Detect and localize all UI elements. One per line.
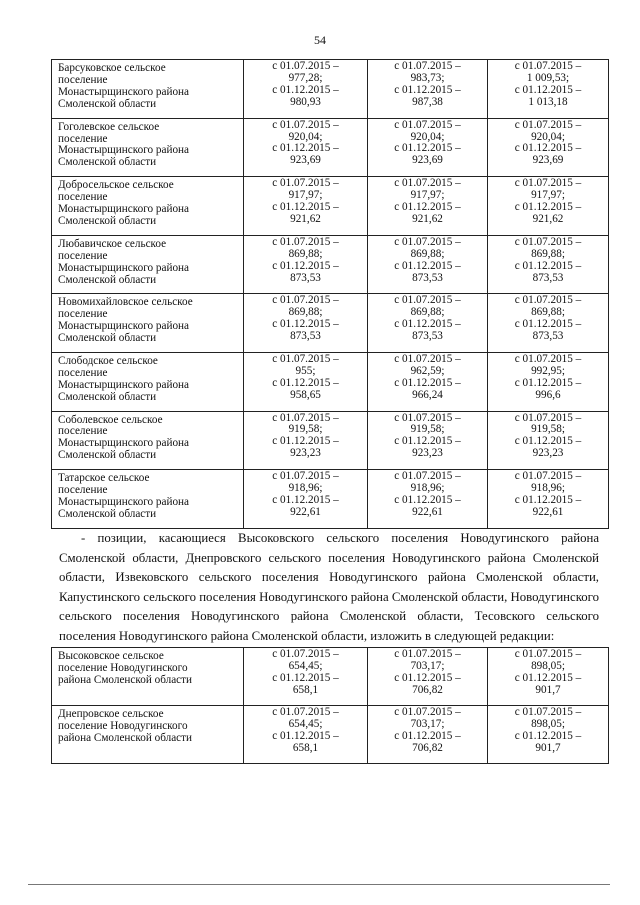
tariff-value-line: с 01.07.2015 –: [272, 235, 339, 248]
tariff-value-line: с 01.12.2015 –: [514, 376, 582, 389]
tariff-value-cell-2: [368, 235, 488, 294]
tariff-value-line: 869,88;: [531, 247, 565, 260]
settlement-name-cell: [52, 118, 244, 177]
amendment-paragraph: - позиции, касающиеся Высоковского сельского поселения Новодугинского района Смоленской области, Днепровского сельского поселения Новодугинского района Смоленской области, Извековского сельского поселения Новодугинского района Смоленской области, Капустинского сельского поселения Новодугинского района Смоленской области, Новодугинского сельского поселения Новодугинского района Смоленской области, Тесовского сельского поселения Новодугинского района Смоленской области, изложить в следующей редакции:: [59, 531, 599, 643]
tariff-value-line: с 01.12.2015 –: [272, 318, 339, 331]
tariff-value-line: 923,23: [412, 447, 443, 460]
tariff-value-cell-3: [488, 706, 609, 764]
tariff-value-line: с 01.12.2015 –: [514, 493, 582, 506]
tariff-value-line: 921,62: [412, 212, 443, 225]
table-row: [52, 118, 609, 177]
tariff-value-line: с 01.07.2015 –: [514, 411, 582, 424]
tariff-value-line: с 01.12.2015 –: [272, 729, 339, 742]
tariff-value-line: с 01.07.2015 –: [394, 411, 461, 424]
tariff-value-line: 1 009,53;: [526, 71, 570, 84]
tariff-value-line: 977,28;: [288, 71, 323, 84]
tariff-value-line: с 01.07.2015 –: [272, 60, 339, 72]
settlement-name-cell: [52, 352, 244, 411]
tariff-value-line: с 01.12.2015 –: [514, 435, 582, 448]
settlement-name-line: Смоленской области: [58, 507, 157, 520]
tariff-value-line: с 01.07.2015 –: [514, 294, 582, 307]
tariff-value-line: с 01.12.2015 –: [272, 671, 339, 684]
tariff-value-line: 987,38: [412, 95, 443, 108]
tariff-value-line: с 01.12.2015 –: [394, 493, 461, 506]
tariff-value-line: с 01.12.2015 –: [394, 318, 461, 331]
tariff-value-line: 873,53: [532, 271, 564, 284]
settlement-name-line: района Смоленской области: [58, 673, 193, 686]
table-row: [52, 470, 609, 529]
tariff-value-line: с 01.07.2015 –: [514, 60, 582, 72]
tariff-value-line: 654,45;: [288, 717, 323, 730]
tariff-value-line: 901,7: [535, 741, 561, 754]
tariff-value-line: с 01.07.2015 –: [394, 235, 461, 248]
tariff-value-line: с 01.12.2015 –: [272, 259, 339, 272]
tariff-value-line: с 01.12.2015 –: [272, 201, 339, 213]
tariff-value-line: с 01.07.2015 –: [514, 118, 582, 131]
tariff-table-monastyrshchinsky: [51, 59, 609, 529]
settlement-name-line: Днепровское сельское: [58, 708, 164, 720]
tariff-value-line: 873,53: [412, 330, 443, 343]
tariff-value-line: 917,97;: [531, 189, 565, 202]
tariff-value-line: 922,61: [532, 505, 564, 518]
settlement-name-line: Смоленской области: [58, 390, 157, 403]
tariff-value-line: 919,58;: [288, 423, 323, 436]
table-row: [52, 706, 609, 764]
settlement-name-line: Монастырщинского района: [58, 378, 189, 391]
settlement-name-line: Монастырщинского района: [58, 144, 189, 157]
tariff-value-line: 923,69: [290, 154, 321, 167]
tariff-value-cell-2: [368, 411, 488, 470]
tariff-value-cell-1: [244, 648, 368, 706]
tariff-value-line: с 01.12.2015 –: [272, 142, 339, 155]
tariff-value-line: с 01.07.2015 –: [272, 648, 339, 660]
tariff-value-cell-3: [488, 235, 609, 294]
settlement-name-line: Смоленской области: [58, 332, 157, 345]
tariff-value-line: 958,65: [290, 388, 321, 401]
settlement-name-cell: [52, 294, 244, 353]
tariff-value-cell-1: [244, 411, 368, 470]
tariff-value-line: 918,96;: [531, 482, 565, 495]
tariff-value-line: с 01.12.2015 –: [394, 435, 461, 448]
tariff-value-line: 923,69: [532, 154, 564, 167]
tariff-value-line: 1 013,18: [528, 95, 568, 108]
tariff-value-line: с 01.12.2015 –: [394, 259, 461, 272]
settlement-name-line: поселение: [58, 308, 108, 321]
tariff-value-line: 920,04;: [410, 130, 445, 143]
tariff-value-line: 921,62: [532, 212, 564, 225]
settlement-name-line: поселение: [58, 73, 108, 86]
tariff-value-line: с 01.07.2015 –: [272, 118, 339, 131]
tariff-value-cell-2: [368, 294, 488, 353]
tariff-value-line: 923,69: [412, 154, 443, 167]
table-row: [52, 177, 609, 236]
tariff-value-cell-3: [488, 294, 609, 353]
tariff-value-line: 703,17;: [410, 659, 445, 672]
table-row: [52, 60, 609, 119]
settlement-name-line: Новомихайловское сельское: [58, 296, 193, 309]
tariff-value-line: с 01.12.2015 –: [514, 729, 582, 742]
settlement-name-cell: [52, 235, 244, 294]
tariff-value-line: с 01.07.2015 –: [272, 177, 339, 190]
tariff-value-line: 873,53: [290, 271, 321, 284]
tariff-value-line: с 01.07.2015 –: [394, 352, 461, 365]
tariff-value-line: с 01.07.2015 –: [272, 352, 339, 365]
tariff-value-line: с 01.07.2015 –: [514, 706, 582, 718]
tariff-value-cell-3: [488, 470, 609, 529]
page-number: 54: [314, 33, 326, 47]
tariff-table-novodugino: [51, 647, 609, 764]
table-row: [52, 235, 609, 294]
tariff-value-line: с 01.07.2015 –: [394, 177, 461, 190]
settlement-name-line: Монастырщинского района: [58, 320, 189, 333]
settlement-name-line: поселение: [58, 132, 108, 145]
tariff-value-line: 898,05;: [531, 659, 565, 672]
tariff-value-cell-1: [244, 706, 368, 764]
page-bottom-rule: [28, 884, 610, 885]
tariff-value-line: с 01.12.2015 –: [272, 435, 339, 448]
tariff-value-line: 873,53: [290, 330, 321, 343]
tariff-value-line: 654,45;: [288, 659, 323, 672]
settlement-name-cell: [52, 470, 244, 529]
settlement-name-line: Высоковское сельское: [58, 650, 164, 662]
tariff-value-line: 917,97;: [410, 189, 445, 202]
tariff-value-line: 898,05;: [531, 717, 565, 730]
tariff-value-line: с 01.12.2015 –: [514, 142, 582, 155]
tariff-value-cell-1: [244, 60, 368, 119]
tariff-value-cell-1: [244, 352, 368, 411]
tariff-value-line: 919,58;: [531, 423, 565, 436]
tariff-value-line: 869,88;: [410, 306, 445, 319]
tariff-value-cell-3: [488, 411, 609, 470]
settlement-name-line: района Смоленской области: [58, 731, 193, 744]
table-row: [52, 352, 609, 411]
tariff-value-line: 873,53: [532, 330, 564, 343]
tariff-value-line: с 01.07.2015 –: [394, 470, 461, 483]
tariff-value-line: 703,17;: [410, 717, 445, 730]
settlement-name-line: поселение Новодугинского: [58, 719, 188, 732]
table-body: [52, 648, 609, 764]
settlement-name-line: Смоленской области: [58, 214, 157, 227]
tariff-value-line: с 01.07.2015 –: [272, 411, 339, 424]
tariff-value-line: 917,97;: [288, 189, 323, 202]
tariff-value-line: 901,7: [535, 683, 561, 696]
tariff-value-cell-2: [368, 118, 488, 177]
tariff-value-line: с 01.12.2015 –: [514, 201, 582, 213]
settlement-name-line: Монастырщинского района: [58, 203, 189, 215]
tariff-value-line: с 01.07.2015 –: [514, 235, 582, 248]
settlement-name-line: Монастырщинского района: [58, 85, 189, 98]
tariff-value-line: с 01.12.2015 –: [394, 201, 461, 213]
tariff-value-line: с 01.07.2015 –: [394, 294, 461, 307]
tariff-value-line: с 01.07.2015 –: [514, 648, 582, 660]
tariff-value-cell-3: [488, 60, 609, 119]
tariff-value-line: 658,1: [292, 741, 319, 754]
tariff-value-cell-1: [244, 470, 368, 529]
tariff-value-line: 869,88;: [410, 247, 445, 260]
settlement-name-line: поселение: [58, 249, 108, 262]
settlement-name-line: Барсуковское сельское: [58, 62, 166, 74]
tariff-value-line: с 01.07.2015 –: [394, 118, 461, 131]
tariff-value-cell-3: [488, 177, 609, 236]
tariff-value-line: с 01.12.2015 –: [514, 318, 582, 331]
settlement-name-line: Смоленской области: [58, 273, 157, 286]
tariff-value-cell-1: [244, 235, 368, 294]
settlement-name-line: поселение: [58, 191, 108, 204]
settlement-name-line: Любавичское сельское: [58, 237, 167, 250]
tariff-value-line: 658,1: [292, 683, 319, 696]
settlement-name-line: Слободское сельское: [58, 354, 158, 367]
settlement-name-line: Монастырщинского района: [58, 437, 189, 450]
table-body: [52, 60, 609, 529]
settlement-name-line: поселение: [58, 484, 108, 497]
tariff-value-cell-2: [368, 706, 488, 764]
tariff-value-cell-2: [368, 177, 488, 236]
settlement-name-line: Монастырщинского района: [58, 495, 189, 508]
settlement-name-cell: [52, 648, 244, 706]
tariff-value-line: 918,96;: [410, 482, 445, 495]
settlement-name-line: поселение: [58, 425, 108, 438]
table-row: [52, 411, 609, 470]
table-row: [52, 648, 609, 706]
tariff-value-line: с 01.12.2015 –: [394, 729, 461, 742]
tariff-value-line: с 01.07.2015 –: [394, 60, 461, 72]
tariff-value-line: с 01.07.2015 –: [514, 352, 582, 365]
tariff-value-line: 980,93: [290, 95, 321, 108]
tariff-value-line: с 01.12.2015 –: [394, 83, 461, 96]
tariff-value-cell-1: [244, 177, 368, 236]
settlement-name-cell: [52, 706, 244, 764]
tariff-value-cell-3: [488, 648, 609, 706]
tariff-value-line: с 01.12.2015 –: [394, 142, 461, 155]
settlement-name-cell: [52, 411, 244, 470]
tariff-value-line: с 01.12.2015 –: [272, 376, 339, 389]
settlement-name-line: Добросельское сельское: [58, 179, 174, 192]
tariff-value-cell-2: [368, 470, 488, 529]
settlement-name-line: Смоленской области: [58, 449, 157, 462]
tariff-value-line: 955;: [295, 364, 316, 377]
tariff-value-cell-2: [368, 648, 488, 706]
settlement-name-line: Соболевское сельское: [58, 413, 163, 426]
settlement-name-line: поселение: [58, 366, 108, 379]
tariff-value-line: 921,62: [290, 212, 321, 225]
tariff-value-line: 919,58;: [410, 423, 445, 436]
tariff-value-line: 869,88;: [288, 306, 323, 319]
settlement-name-line: Монастырщинского района: [58, 261, 189, 274]
settlement-name-cell: [52, 177, 244, 236]
settlement-name-line: Смоленской области: [58, 156, 157, 169]
tariff-value-line: 920,04;: [531, 130, 565, 143]
tariff-value-line: с 01.07.2015 –: [394, 706, 461, 718]
tariff-value-line: 706,82: [412, 683, 443, 696]
tariff-value-line: 869,88;: [288, 247, 323, 260]
tariff-value-line: с 01.07.2015 –: [272, 294, 339, 307]
tariff-value-line: с 01.12.2015 –: [514, 83, 582, 96]
tariff-value-line: с 01.12.2015 –: [514, 671, 582, 684]
tariff-value-line: с 01.07.2015 –: [272, 706, 339, 718]
tariff-value-line: 922,61: [290, 505, 321, 518]
tariff-value-line: 869,88;: [531, 306, 565, 319]
tariff-value-line: 992,95;: [531, 364, 565, 377]
settlement-name-line: Смоленской области: [58, 97, 157, 110]
tariff-value-line: с 01.07.2015 –: [272, 470, 339, 483]
tariff-value-cell-3: [488, 118, 609, 177]
tariff-value-cell-2: [368, 352, 488, 411]
tariff-value-cell-3: [488, 352, 609, 411]
tariff-value-line: с 01.12.2015 –: [394, 376, 461, 389]
tariff-value-cell-2: [368, 60, 488, 119]
tariff-value-cell-1: [244, 118, 368, 177]
tariff-value-cell-1: [244, 294, 368, 353]
tariff-value-line: 706,82: [412, 741, 443, 754]
tariff-value-line: с 01.12.2015 –: [394, 671, 461, 684]
tariff-value-line: 922,61: [412, 505, 443, 518]
settlement-name-line: Гоголевское сельское: [58, 120, 160, 133]
tariff-value-line: с 01.07.2015 –: [394, 648, 461, 660]
tariff-value-line: 873,53: [412, 271, 443, 284]
tariff-value-line: 962,59;: [410, 364, 445, 377]
tariff-value-line: 923,23: [532, 447, 564, 460]
settlement-name-line: поселение Новодугинского: [58, 661, 188, 674]
tariff-value-line: с 01.07.2015 –: [514, 470, 582, 483]
tariff-value-line: 966,24: [412, 388, 443, 401]
tariff-value-line: с 01.07.2015 –: [514, 177, 582, 190]
tariff-value-line: с 01.12.2015 –: [514, 259, 582, 272]
tariff-value-line: 983,73;: [410, 71, 445, 84]
table-row: [52, 294, 609, 353]
settlement-name-line: Татарское сельское: [58, 472, 150, 485]
tariff-value-line: 923,23: [290, 447, 321, 460]
tariff-value-line: 918,96;: [288, 482, 323, 495]
tariff-value-line: с 01.12.2015 –: [272, 493, 339, 506]
tariff-value-line: с 01.12.2015 –: [272, 83, 339, 96]
tariff-value-line: 996,6: [535, 388, 561, 401]
tariff-value-line: 920,04;: [288, 130, 323, 143]
settlement-name-cell: [52, 60, 244, 119]
